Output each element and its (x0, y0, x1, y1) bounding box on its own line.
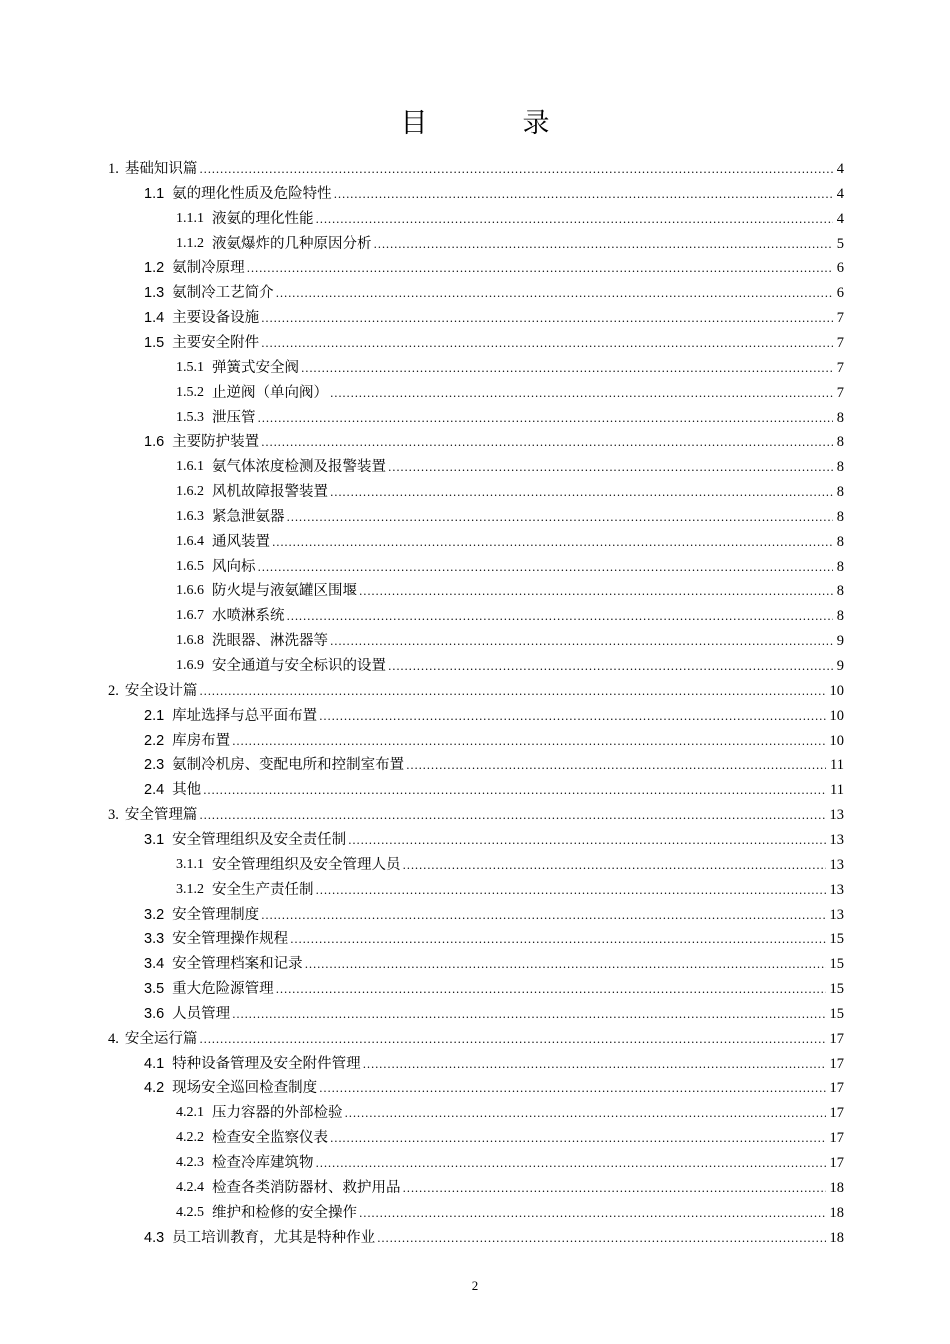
toc-entry-number: 1.1 (144, 185, 165, 202)
toc-entry-level2[interactable] (144, 776, 844, 800)
toc-entry-number: 4.2.3 (176, 1155, 204, 1170)
toc-entry-page: 18 (829, 1229, 844, 1246)
toc-entry-number: 4.2.5 (176, 1204, 204, 1220)
toc-entry-page: 17 (829, 1155, 844, 1171)
toc-entry-number: 1.6.5 (176, 558, 204, 574)
toc-dot-leader (388, 662, 833, 672)
toc-entry-number: 4.2.1 (176, 1105, 204, 1121)
toc-entry-number: 2.2 (144, 732, 165, 749)
toc-entry-number: 2.4 (144, 782, 165, 799)
toc-dot-leader (334, 190, 833, 200)
toc-entry-number: 3.1 (144, 831, 165, 848)
toc-entry-page: 11 (830, 782, 844, 799)
toc-entry-level3[interactable] (176, 379, 844, 403)
toc-entry-page: 8 (836, 459, 844, 476)
toc-entry-number: 4.2.2 (176, 1130, 204, 1146)
toc-entry-level3[interactable] (176, 205, 844, 229)
toc-entry-level3[interactable] (176, 1124, 844, 1148)
toc-entry-title: 氨气体浓度检测及报警装置 (212, 459, 386, 476)
toc-entry-level3[interactable] (176, 553, 844, 577)
toc-entry-title: 库址选择与总平面布置 (172, 707, 318, 724)
toc-entry-level2[interactable] (144, 254, 844, 278)
toc-dot-leader (261, 438, 833, 448)
toc-entry-number: 3.6 (144, 1005, 165, 1022)
toc-entry-title: 安全管理操作规程 (172, 931, 289, 948)
toc-entry-title: 安全生产责任制 (212, 881, 314, 898)
toc-entry-level3[interactable] (176, 1149, 844, 1173)
toc-entry-number: 3.3 (144, 931, 165, 948)
toc-dot-leader (403, 1184, 826, 1194)
toc-entry-page: 17 (829, 1105, 844, 1122)
toc-dot-leader (316, 1159, 826, 1169)
toc-entry-title: 液氨爆炸的几种原因分析 (212, 235, 372, 252)
toc-dot-leader (261, 911, 825, 921)
toc-entry-title: 氨制冷工艺简介 (172, 285, 274, 302)
toc-entry-title: 员工培训教育，尤其是特种作业 (172, 1229, 376, 1246)
toc-dot-leader (258, 414, 833, 424)
toc-entry-title: 安全运行篇 (124, 1030, 198, 1047)
toc-dot-leader (287, 612, 833, 622)
toc-entry-page: 15 (829, 931, 844, 948)
toc-entry-number: 4.2 (144, 1080, 165, 1097)
toc-dot-leader (319, 712, 825, 722)
toc-entry-level3[interactable] (176, 1199, 844, 1223)
toc-entry-level1[interactable] (108, 677, 844, 701)
toc-entry-level2[interactable] (144, 1000, 844, 1024)
toc-entry-title: 洗眼器、淋洗器等 (212, 633, 328, 650)
toc-entry-page: 10 (829, 707, 844, 724)
toc-entry-level3[interactable] (176, 528, 844, 552)
toc-entry-title: 其他 (172, 782, 202, 799)
toc-entry-title: 主要设备设施 (172, 310, 260, 327)
toc-dot-leader (261, 314, 833, 324)
toc-entry-number: 1.6.9 (176, 658, 204, 673)
toc-entry-level3[interactable] (176, 404, 844, 428)
toc-dot-leader (348, 836, 825, 846)
toc-entry-title: 液氨的理化性能 (212, 210, 314, 227)
toc-entry-page: 13 (829, 831, 844, 848)
toc-entry-title: 氨的理化性质及危险特性 (172, 185, 332, 202)
toc-entry-title: 基础知识篇 (124, 161, 198, 177)
toc-entry-level3[interactable] (176, 453, 844, 477)
toc-entry-number: 1.4 (144, 310, 165, 327)
toc-entry-page: 8 (836, 484, 844, 501)
toc-entry-title: 安全通道与安全标识的设置 (212, 658, 386, 674)
toc-entry-level3[interactable] (176, 627, 844, 651)
toc-entry-level2[interactable] (144, 1224, 844, 1248)
toc-entry-title: 风向标 (212, 558, 256, 575)
toc-entry-level1[interactable] (108, 155, 844, 179)
toc-dot-leader (199, 811, 825, 821)
toc-dot-leader (276, 289, 833, 299)
toc-entry-page: 13 (829, 906, 844, 923)
toc-entry-number: 3. (108, 807, 119, 824)
toc-entry-level2[interactable] (144, 279, 844, 303)
toc-entry-title: 风机故障报警装置 (212, 484, 328, 501)
toc-entry-page: 10 (829, 682, 844, 699)
toc-entry-page: 6 (836, 285, 844, 302)
toc-entry-number: 1.5.1 (176, 359, 204, 375)
toc-entry-level2[interactable] (144, 727, 844, 751)
toc-entry-number: 3.2 (144, 906, 165, 923)
toc-entry-number: 1.6.7 (176, 608, 204, 624)
toc-entry-title: 安全管理制度 (172, 906, 260, 923)
toc-entry-page: 11 (830, 757, 844, 774)
toc-entry-number: 4.2.4 (176, 1179, 204, 1195)
toc-entry-page: 13 (829, 881, 844, 898)
toc-entry-page: 15 (829, 981, 844, 998)
toc-entry-page: 7 (836, 310, 844, 327)
toc-entry-page: 8 (836, 508, 844, 525)
toc-entry-level1[interactable] (108, 801, 844, 825)
toc-entry-level2[interactable] (144, 702, 844, 726)
toc-dot-leader (203, 786, 826, 796)
toc-entry-page: 18 (829, 1179, 844, 1196)
toc-entry-page: 8 (836, 409, 844, 426)
toc-entry-number: 1.1.2 (176, 235, 204, 251)
toc-dot-leader (199, 1035, 825, 1045)
toc-entry-page: 4 (836, 210, 844, 227)
toc-entry-level3[interactable] (176, 478, 844, 502)
toc-dot-leader (258, 563, 833, 573)
toc-entry-number: 3.4 (144, 956, 165, 973)
toc-entry-level3[interactable] (176, 230, 844, 254)
toc-dot-leader (330, 488, 833, 498)
toc-dot-leader (261, 339, 833, 349)
toc-entry-page: 17 (829, 1080, 844, 1097)
toc-entry-level3[interactable] (176, 577, 844, 601)
toc-entry-title: 止逆阀（单向阀） (212, 384, 328, 401)
toc-entry-title: 安全设计篇 (124, 682, 198, 699)
toc-dot-leader (290, 935, 825, 945)
toc-entry-number: 1.1.1 (176, 210, 204, 226)
toc-entry-level2[interactable] (144, 925, 844, 949)
toc-entry-level1[interactable] (108, 1025, 844, 1049)
toc-entry-page: 9 (836, 658, 844, 674)
toc-entry-title: 泄压管 (212, 409, 256, 426)
toc-dot-leader (403, 861, 826, 871)
toc-entry-title: 氨制冷机房、变配电所和控制室布置 (172, 757, 405, 774)
toc-entry-level3[interactable] (176, 1099, 844, 1123)
toc-entry-title: 特种设备管理及安全附件管理 (172, 1055, 361, 1072)
toc-entry-title: 重大危险源管理 (172, 981, 274, 998)
toc-dot-leader (388, 463, 833, 473)
toc-entry-page: 8 (836, 583, 844, 600)
toc-entry-page: 15 (829, 956, 844, 973)
toc-entry-title: 安全管理篇 (124, 807, 198, 824)
toc-entry-page: 9 (836, 633, 844, 650)
toc-entry-title: 水喷淋系统 (212, 608, 285, 625)
toc-entry-level2[interactable] (144, 1074, 844, 1098)
toc-entry-level2[interactable] (144, 304, 844, 328)
toc-entry-number: 3.5 (144, 981, 165, 998)
toc-entry-page: 6 (836, 260, 844, 277)
toc-entry-title: 压力容器的外部检验 (212, 1105, 343, 1122)
toc-entry-level3[interactable] (176, 354, 844, 378)
toc-entry-title: 安全管理组织及安全责任制 (172, 831, 347, 848)
toc-entry-level2[interactable] (144, 1050, 844, 1074)
toc-dot-leader (374, 240, 833, 250)
toc-entry-number: 1.5 (144, 334, 165, 351)
toc-entry-number: 1.6 (144, 434, 165, 451)
toc-entry-page: 8 (836, 608, 844, 625)
toc-entry-page: 17 (829, 1130, 844, 1147)
toc-entry-page: 8 (836, 434, 844, 451)
toc-entry-title: 安全管理组织及安全管理人员 (212, 856, 401, 873)
toc-dot-leader (199, 165, 832, 175)
toc-entry-title: 通风装置 (212, 533, 270, 550)
toc-entry-title: 维护和检修的安全操作 (212, 1204, 357, 1221)
toc-entry-number: 1.5.2 (176, 384, 204, 400)
page-number: 2 (471, 1278, 479, 1293)
toc-entry-page: 8 (836, 533, 844, 550)
toc-dot-leader (316, 886, 826, 896)
toc-entry-number: 1.6.8 (176, 633, 204, 649)
toc-entry-level2[interactable] (144, 428, 844, 452)
toc-entry-page: 7 (836, 334, 844, 351)
toc-dot-leader (359, 1209, 826, 1219)
toc-entry-level3[interactable] (176, 1174, 844, 1198)
toc-dot-leader (319, 1084, 825, 1094)
toc-entry-title: 主要防护装置 (172, 434, 260, 451)
toc-entry-title: 主要安全附件 (172, 334, 260, 351)
toc-entry-page: 4 (836, 161, 844, 177)
toc-dot-leader (330, 389, 833, 399)
toc-entry-page: 10 (829, 732, 844, 749)
toc-entry-page: 7 (836, 384, 844, 401)
toc-entry-level2[interactable] (144, 826, 844, 850)
toc-entry-level3[interactable] (176, 503, 844, 527)
toc-entry-number: 1.6.1 (176, 459, 204, 475)
toc-entry-level3[interactable] (176, 851, 844, 875)
toc-dot-leader (199, 687, 825, 697)
toc-entry-number: 4.3 (144, 1229, 165, 1246)
toc-entry-number: 2.1 (144, 707, 165, 724)
toc-entry-number: 3.1.1 (176, 856, 204, 872)
toc-dot-leader (377, 1234, 825, 1244)
toc-dot-leader (247, 264, 833, 274)
toc-entry-number: 1.5.3 (176, 409, 204, 425)
toc-entry-number: 1.6.2 (176, 484, 204, 500)
toc-entry-level2[interactable] (144, 329, 844, 353)
toc-entry-level2[interactable] (144, 950, 844, 974)
toc-entry-number: 1.2 (144, 260, 165, 277)
toc-entry-title: 氨制冷原理 (172, 260, 245, 277)
toc-dot-leader (363, 1060, 826, 1070)
toc-dot-leader (406, 761, 826, 771)
toc-dot-leader (232, 1010, 825, 1020)
toc-entry-title: 紧急泄氨器 (212, 508, 285, 525)
toc-dot-leader (305, 960, 826, 970)
toc-entry-page: 7 (836, 359, 844, 376)
toc-entry-number: 2. (108, 682, 119, 699)
toc-entry-number: 3.1.2 (176, 881, 204, 897)
toc-dot-leader (359, 587, 833, 597)
toc-dot-leader (272, 538, 833, 548)
toc-entry-level3[interactable] (176, 652, 844, 676)
toc-dot-leader (232, 737, 825, 747)
toc-dot-leader (287, 513, 833, 523)
toc-title: 目 录 (400, 108, 584, 139)
toc-entry-title: 人员管理 (172, 1005, 231, 1022)
toc-entry-page: 15 (829, 1005, 844, 1022)
toc-dot-leader (276, 985, 826, 995)
toc-entry-number: 1.3 (144, 285, 165, 302)
toc-entry-page: 8 (836, 558, 844, 575)
toc-entry-page: 5 (836, 235, 844, 252)
toc-entry-page: 13 (829, 856, 844, 873)
toc-entry-page: 17 (829, 1030, 844, 1047)
toc-entry-title: 安全管理档案和记录 (172, 956, 303, 973)
toc-entry-number: 4.1 (144, 1055, 165, 1072)
toc-entry-title: 检查各类消防器材、救护用品 (212, 1179, 401, 1196)
toc-entry-level2[interactable] (144, 180, 844, 204)
toc-entry-level2[interactable] (144, 751, 844, 775)
toc-entry-title: 弹簧式安全阀 (212, 359, 299, 376)
toc-entry-title: 库房布置 (172, 732, 231, 749)
toc-entry-level3[interactable] (176, 602, 844, 626)
toc-entry-title: 检查安全监察仪表 (212, 1130, 328, 1147)
toc-entry-page: 13 (829, 807, 844, 824)
toc-dot-leader (330, 1134, 826, 1144)
toc-entry-title: 防火堤与液氨罐区围堰 (212, 583, 357, 600)
toc-entry-page: 4 (836, 185, 844, 202)
toc-dot-leader (345, 1109, 826, 1119)
toc-entry-page: 17 (829, 1055, 844, 1072)
toc-dot-leader (330, 637, 833, 647)
toc-entry-page: 18 (829, 1204, 844, 1221)
toc-entry-title: 现场安全巡回检查制度 (172, 1080, 318, 1097)
toc-entry-number: 1.6.4 (176, 533, 204, 549)
toc-entry-number: 1. (108, 161, 119, 177)
toc-entry-number: 4. (108, 1030, 119, 1047)
toc-entry-number: 1.6.3 (176, 508, 204, 524)
toc-entry-number: 2.3 (144, 757, 165, 774)
toc-dot-leader (301, 364, 833, 374)
toc-entry-level3[interactable] (176, 876, 844, 900)
toc-entry-level2[interactable] (144, 901, 844, 925)
toc-entry-number: 1.6.6 (176, 583, 204, 599)
toc-dot-leader (316, 215, 833, 225)
toc-entry-title: 检查冷库建筑物 (212, 1155, 314, 1171)
toc-entry-level2[interactable] (144, 975, 844, 999)
